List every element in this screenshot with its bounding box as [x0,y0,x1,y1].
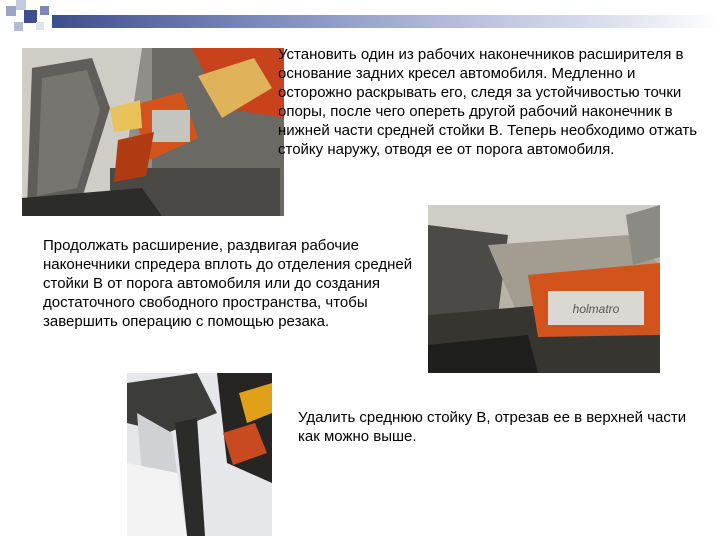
header-bar [52,15,720,28]
instruction-step-3: Удалить среднюю стойку B, отрезав ее в верхней части как можно выше. [298,409,687,445]
instruction-step-2: Продолжать расширение, раздвигая рабочие наконечники спредера вплоть до отделения средней стойки B от порога автомобиля или до создания достаточного свободного пространства, чтобы завершить операцию с помощью резака. [43,237,413,330]
instruction-step-1: Установить один из рабочих наконечников расширителя в основание задних кресел автомобиля. Медленно и осторожно раскрывать его, следя за устойчивостью точки опоры, после чего опереть другой рабочий наконечник в нижней части средней стойки B. Теперь необходимо отжать стойку наружу, отводя ее от порога автомобиля. [278,46,698,158]
photo-spreader-on-sill [428,205,660,373]
tool-brand-label: holmatro [572,302,620,316]
photo-spreader-at-seat [22,48,284,216]
photo-cutting-b-pillar [127,373,272,536]
